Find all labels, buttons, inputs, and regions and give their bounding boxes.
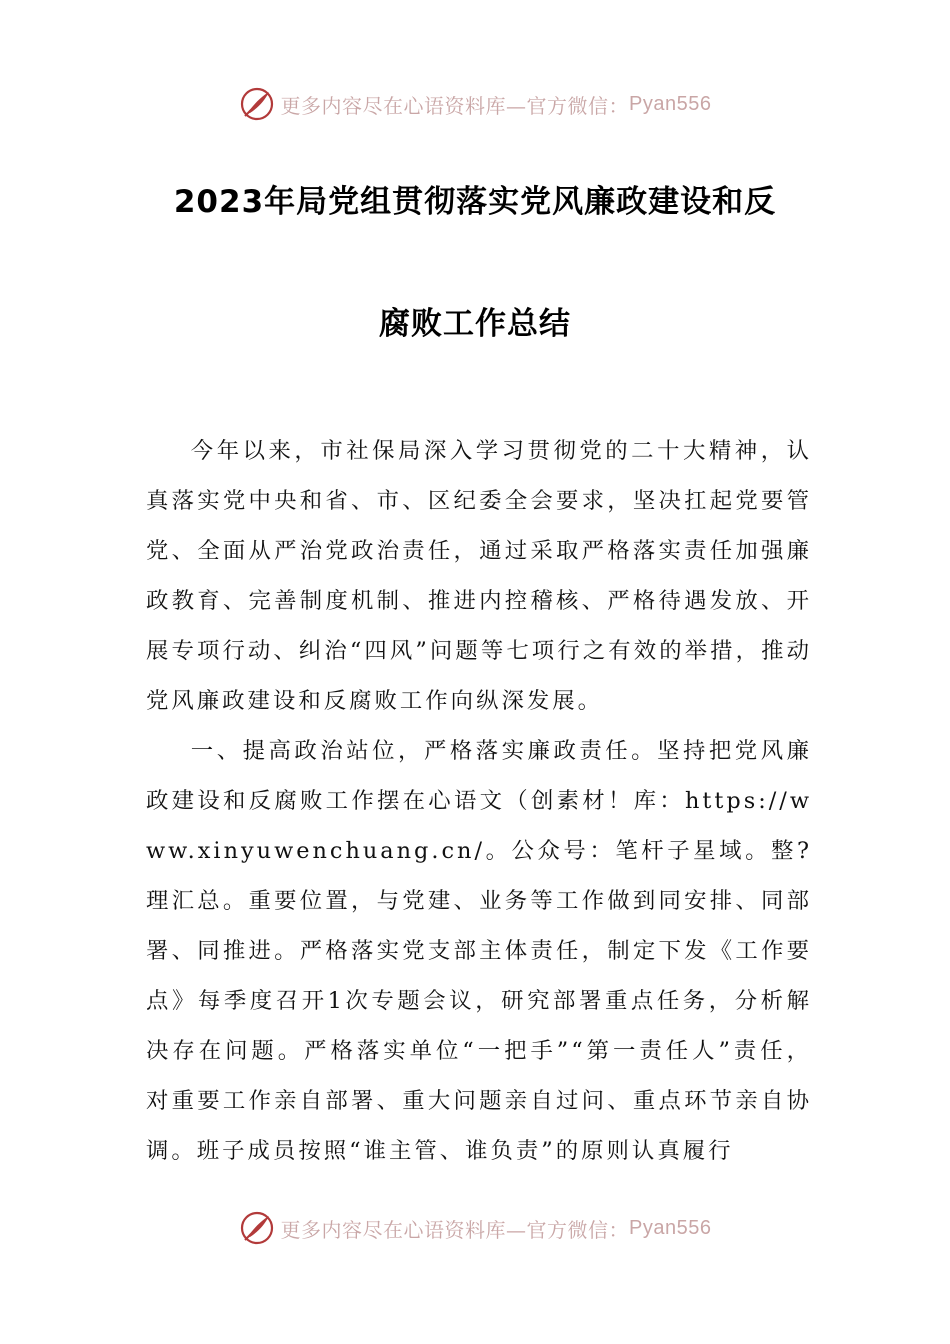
- document-body: [146, 426, 812, 1176]
- header-banner: [0, 82, 950, 126]
- document-title-line-2: 腐败工作总结: [379, 306, 571, 342]
- footer-banner: [0, 1206, 950, 1250]
- document-title-line-1: 2023年局党组贯彻落实党风廉政建设和反: [173, 184, 777, 220]
- banner-contact: Pyan556: [629, 1216, 712, 1239]
- paragraph-section-1: 一、提高政治站位，严格落实廉政责任。坚持把党风廉政建设和反腐败工作摆在心语文（创素材！库：https://www.xinyuwenchuang.cn/。公众号：笔杆子星域。整?理汇总。重要位置，与党建、业务等工作做到同安排、同部署、同推进。严格落实党支部主体责任，制定下发《工作要点》每季度召开1次专题会议，研究部署重点任务，分析解决存在问题。严格落实单位“一把手”“第一责任人”责任，对重要工作亲自部署、重大问题亲自过问、重点环节亲自协调。班子成员按照“谁主管、谁负责”的原则认真履行: [146, 738, 812, 1164]
- quill-logo-icon: [239, 1210, 275, 1246]
- quill-logo-icon: [239, 86, 275, 122]
- banner-text: 更多内容尽在心语资料库—官方微信：: [280, 1217, 630, 1242]
- banner-text: 更多内容尽在心语资料库—官方微信：: [280, 93, 630, 118]
- paragraph-intro: 今年以来，市社保局深入学习贯彻党的二十大精神，认真落实党中央和省、市、区纪委全会要求，坚决扛起党要管党、全面从严治党政治责任，通过采取严格落实责任加强廉政教育、完善制度机制、推进内控稽核、严格待遇发放、开展专项行动、纠治“四风”问题等七项行之有效的举措，推动党风廉政建设和反腐败工作向纵深发展。: [146, 438, 812, 714]
- banner-contact: Pyan556: [629, 92, 712, 115]
